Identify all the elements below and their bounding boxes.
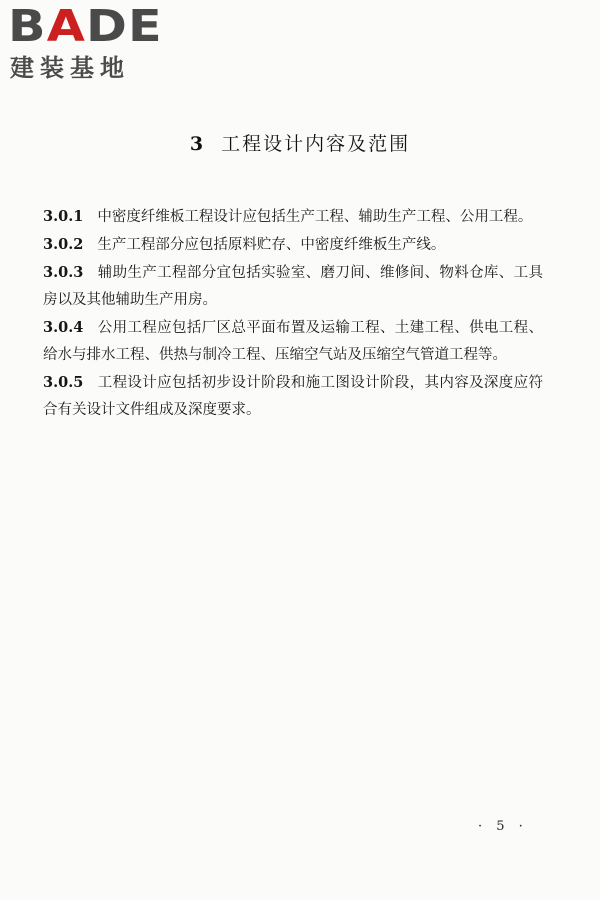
clause-item: [43, 203, 543, 231]
chapter-number: 3: [189, 133, 204, 155]
clause-number: 3.0.2: [43, 236, 84, 253]
clause-list: [43, 203, 543, 424]
logo-subtitle: 建装基地: [10, 54, 130, 82]
page-number: · 5 ·: [478, 819, 528, 834]
clause-item: [43, 314, 543, 369]
clause-text: 工程设计应包括初步设计阶段和施工图设计阶段，其内容及深度应符合有关设计文件组成及深度要求。: [43, 375, 543, 418]
clause-number: 3.0.5: [43, 374, 84, 391]
clause-item: [43, 231, 543, 259]
chapter-title: 工程设计内容及范围: [221, 133, 411, 155]
bade-logo: [8, 1, 178, 86]
clause-text: 辅助生产工程部分宜包括实验室、磨刀间、维修间、物料仓库、工具房以及其他辅助生产用房。: [43, 265, 543, 308]
clause-item: [43, 259, 543, 314]
clause-item: [43, 369, 543, 424]
clause-text: 中密度纤维板工程设计应包括生产工程、辅助生产工程、公用工程。: [97, 209, 533, 225]
clause-text: 公用工程应包括厂区总平面布置及运输工程、土建工程、供电工程、给水与排水工程、供热与制冷工程、压缩空气站及压缩空气管道工程等。: [43, 320, 543, 363]
clause-number: 3.0.3: [43, 264, 84, 281]
chapter-heading: [0, 132, 600, 156]
clause-text: 生产工程部分应包括原料贮存、中密度纤维板生产线。: [97, 237, 446, 253]
logo-wordmark: BADE: [8, 1, 163, 52]
clause-number: 3.0.4: [43, 319, 84, 336]
clause-number: 3.0.1: [43, 208, 84, 225]
